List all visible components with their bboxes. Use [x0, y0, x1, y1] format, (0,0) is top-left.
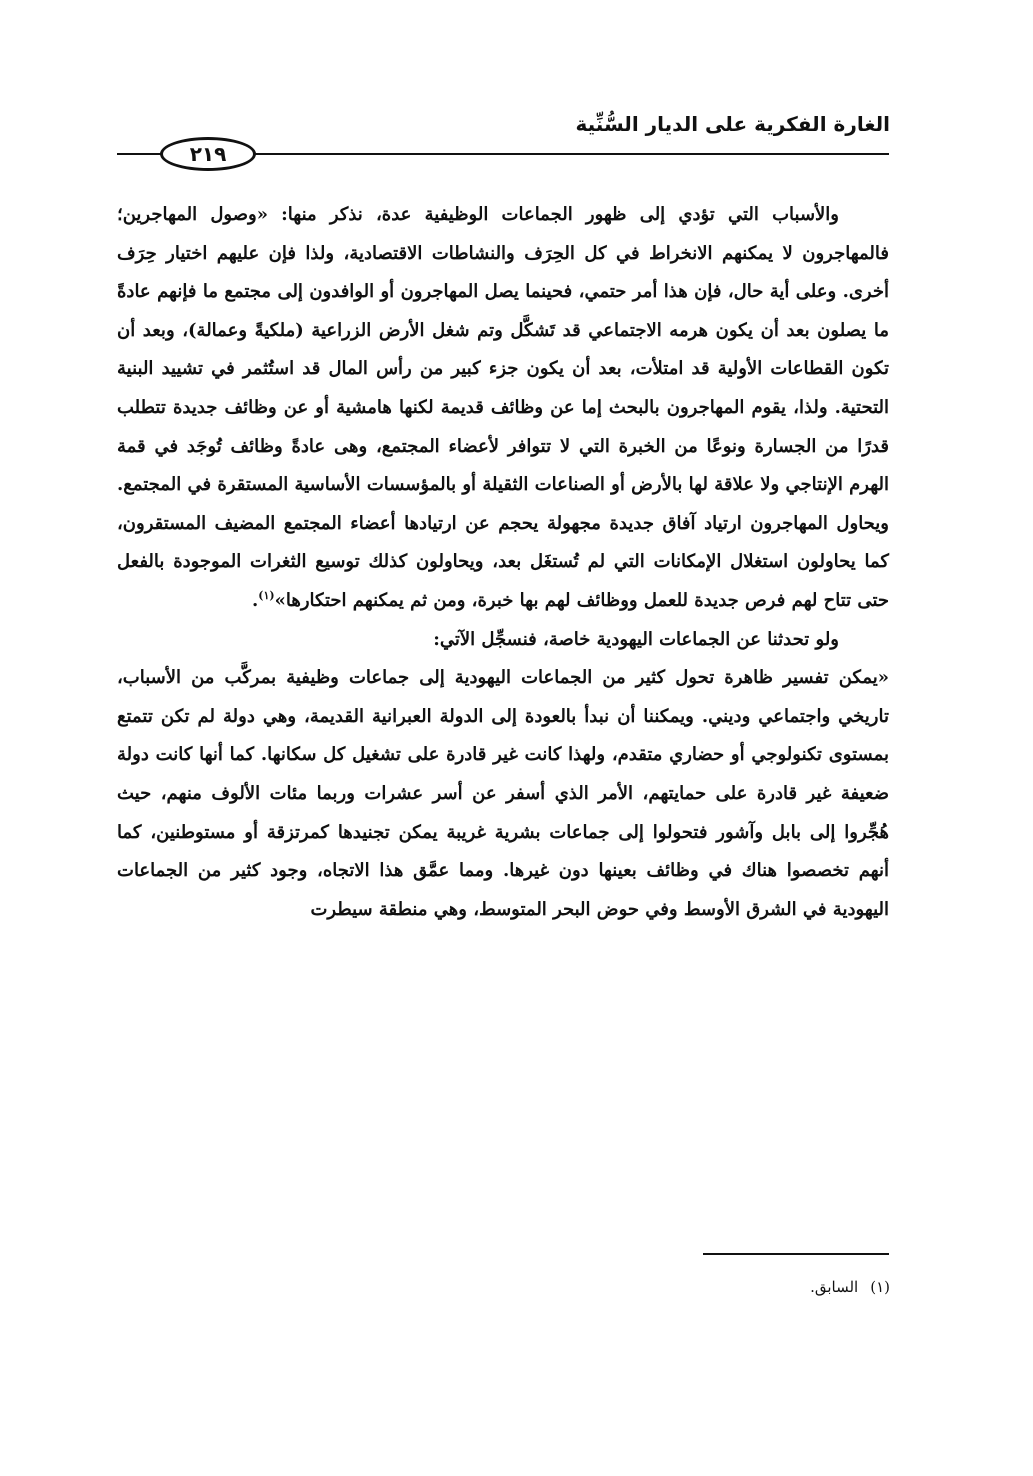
paragraph-end-punct: .: [251, 589, 259, 611]
page-number-badge: [160, 137, 256, 171]
paragraph: [117, 196, 889, 621]
body-text: [117, 196, 889, 929]
footnote-rule: [703, 1253, 889, 1255]
page-number: ٢١٩: [189, 142, 227, 166]
running-title: الغارة الفكرية على الديار السُّنِّية: [575, 112, 890, 136]
paragraph-text: والأسباب التي تؤدي إلى ظهور الجماعات الوظيفية عدة، نذكر منها: «وصول المهاجرين؛ فالمهاجرون لا يمكنهم الانخراط في كل الحِرَف والنشاطات الاقتصادية، ولذا فإن عليهم اختيار حِرَف أخرى. وعلى أية حال، فإن هذا أمر حتمي، فحينما يصل المهاجرون أو الوافدون إلى مجتمع ما فإنهم عادةً ما يصلون بعد أن يكون هرمه الاجتماعي قد تَشكَّل وتم شغل الأرض الزراعية (ملكيةً وعمالة)، وبعد أن تكون القطاعات الأولية قد امتلأت، بعد أن يكون جزء كبير من رأس المال قد استُثمر في تشييد البنية التحتية. ولذا، يقوم المهاجرون بالبحث إما عن وظائف قديمة لكنها هامشية أو عن وظائف جديدة تتطلب قدرًا من الجسارة ونوعًا من الخبرة التي لا تتوافر لأعضاء المجتمع، وهى عادةً وظائف تُوجَد في قمة الهرم الإنتاجي ولا علاقة لها بالأرض أو الصناعات الثقيلة أو بالمؤسسات الأساسية المستقرة في المجتمع. ويحاول المهاجرون ارتياد آفاق جديدة مجهولة يحجم عن ارتيادها أعضاء المجتمع المضيف المستقرون، كما يحاولون استغلال الإمكانات التي لم تُستغَل بعد، ويحاولون كذلك توسيع الثغرات الموجودة بالفعل حتى تتاح لهم فرص جديدة للعمل ووظائف لهم بها خبرة، ومن ثم يمكنهم احتكارها»: [117, 204, 889, 611]
footnote: [810, 1278, 890, 1296]
footnote-reference: (١): [258, 588, 275, 602]
paragraph: «يمكن تفسير ظاهرة تحول كثير من الجماعات اليهودية إلى جماعات وظيفية بمركَّب من الأسباب، تاريخي واجتماعي وديني. ويمكننا أن نبدأ بالعودة إلى الدولة العبرانية القديمة، وهي دولة لم تكن تتمتع بمستوى تكنولوجي أو حضاري متقدم، ولهذا كانت غير قادرة على تشغيل كل سكانها. كما أنها كانت دولة ضعيفة غير قادرة على حمايتهم، الأمر الذي أسفر عن أسر عشرات وربما مئات الألوف منهم، حيث هُجِّروا إلى بابل وآشور فتحولوا إلى جماعات بشرية غريبة يمكن تجنيدها كمرتزقة أو مستوطنين، كما أنهم تخصصوا هناك في وظائف بعينها دون غيرها. ومما عمَّق هذا الاتجاه، وجود كثير من الجماعات اليهودية في الشرق الأوسط وفي حوض البحر المتوسط، وهي منطقة سيطرت: [117, 667, 889, 920]
paragraph: ولو تحدثنا عن الجماعات اليهودية خاصة، فنسجِّل الآتي:: [433, 628, 839, 650]
footnote-text: السابق.: [810, 1278, 859, 1296]
footnote-number: (١): [870, 1278, 890, 1296]
